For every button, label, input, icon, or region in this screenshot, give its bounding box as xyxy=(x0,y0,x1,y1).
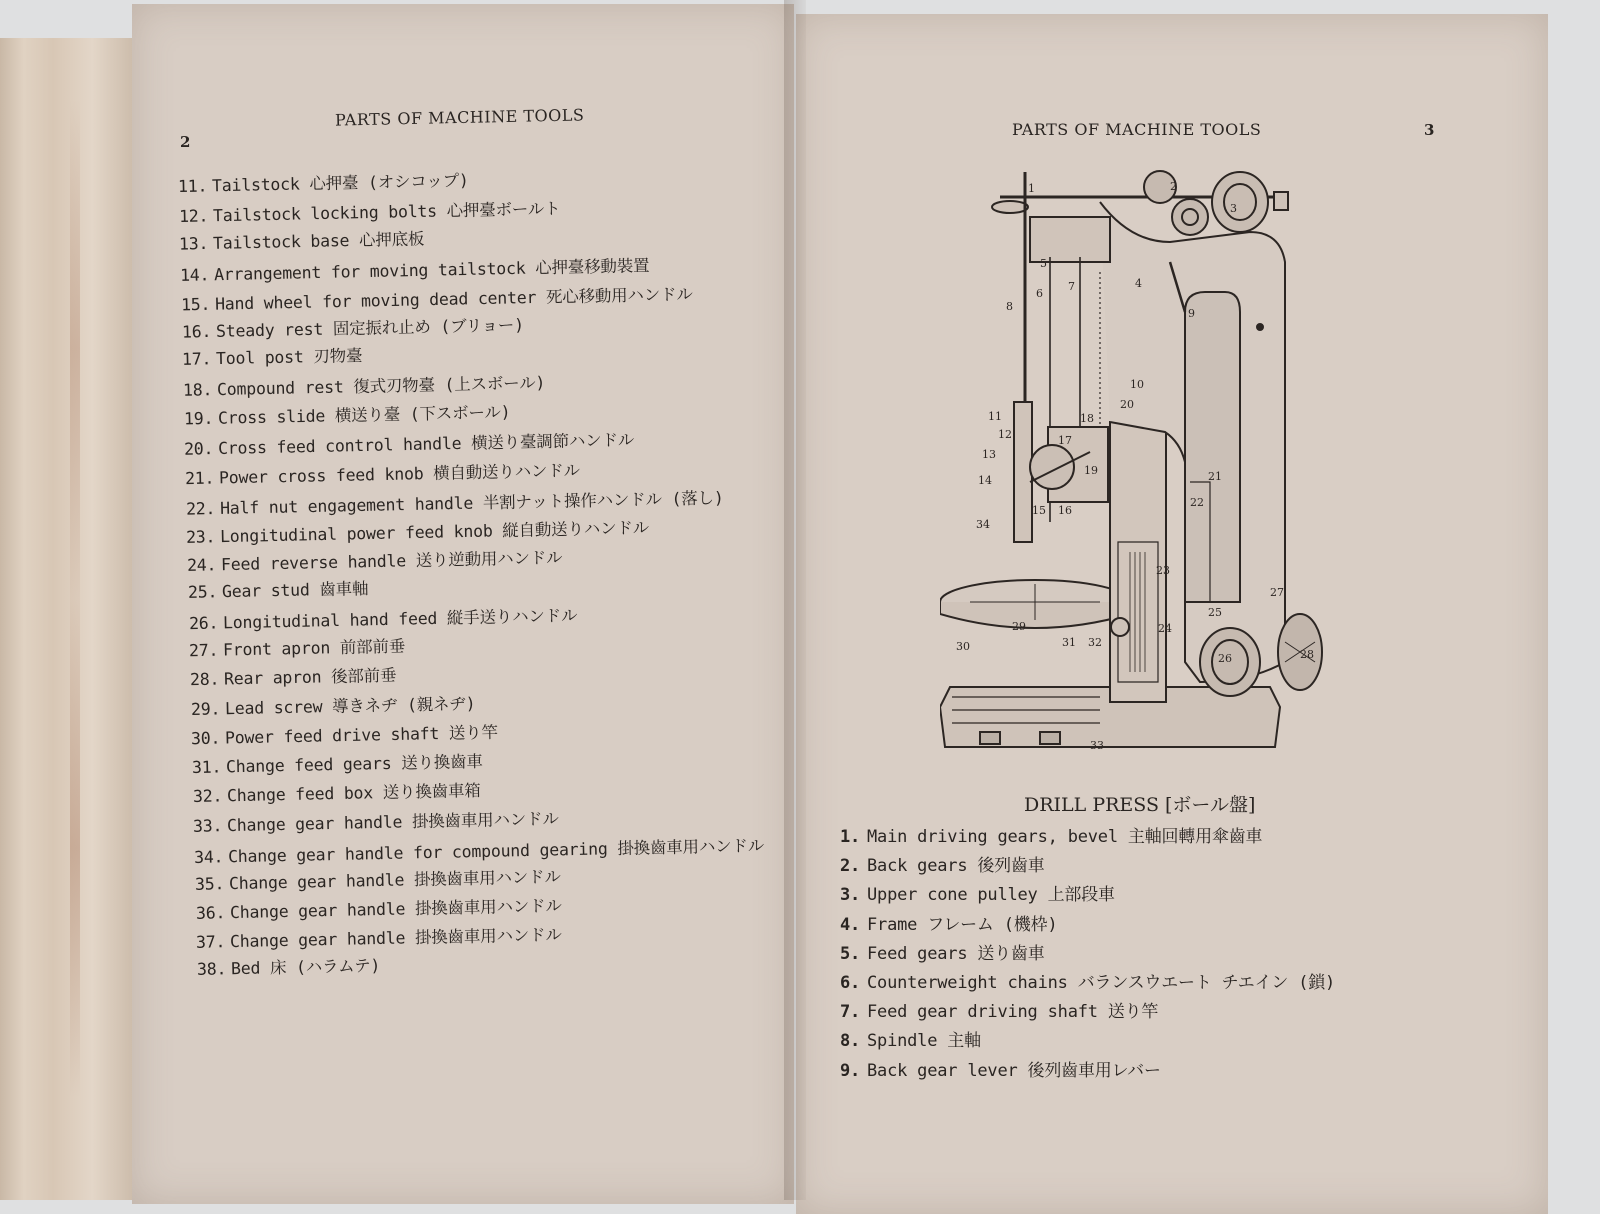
left-page-number: 2 xyxy=(180,133,191,151)
item-text: Bed 床 (ハラムテ) xyxy=(230,956,381,979)
callout-label: 24 xyxy=(1158,622,1172,635)
callout-label: 14 xyxy=(978,474,992,487)
item-text: Change feed gears 送り換齒車 xyxy=(225,751,483,777)
item-number: 9. xyxy=(840,1060,861,1081)
item-text: Hand wheel for moving dead center 死心移動用ハンドル xyxy=(214,284,693,314)
item-number: 37. xyxy=(196,932,226,953)
callout-label: 27 xyxy=(1270,586,1284,599)
callout-label: 19 xyxy=(1084,464,1098,477)
item-number: 29. xyxy=(190,699,221,719)
callout-label: 25 xyxy=(1208,606,1222,619)
list-item xyxy=(840,910,1057,935)
item-text: Spindle 主軸 xyxy=(867,1031,981,1052)
item-number: 30. xyxy=(191,728,221,749)
item-text: Arrangement for moving tailstock 心押臺移動裝置 xyxy=(213,256,650,285)
callout-label: 21 xyxy=(1208,470,1222,483)
item-number: 13. xyxy=(179,234,209,254)
callout-label: 11 xyxy=(988,410,1002,423)
list-item xyxy=(840,851,1045,876)
list-item xyxy=(190,662,397,690)
item-number: 28. xyxy=(189,669,220,690)
list-item xyxy=(189,633,405,662)
callout-label: 34 xyxy=(976,518,990,531)
list-item xyxy=(840,997,1158,1022)
drill-press-illustration xyxy=(940,162,1350,762)
item-text: Counterweight chains バランスウエート チエイン (鎖) xyxy=(867,973,1336,993)
item-text: Feed gear driving shaft 送り竿 xyxy=(867,1002,1159,1023)
item-text: Power cross feed knob 横自動送りハンドル xyxy=(218,460,581,487)
callout-label: 26 xyxy=(1218,652,1232,665)
item-number: 3. xyxy=(840,885,861,906)
callout-label: 28 xyxy=(1300,648,1314,661)
callout-label: 7 xyxy=(1068,280,1075,293)
list-item xyxy=(840,939,1045,964)
callout-label: 4 xyxy=(1135,277,1142,290)
item-text: Cross feed control handle 横送り臺調節ハンドル xyxy=(218,430,635,459)
item-number: 33. xyxy=(193,816,223,836)
item-number: 25. xyxy=(187,581,218,602)
item-text: Steady rest 固定振れ止め (ブリョー) xyxy=(215,315,524,342)
item-number: 38. xyxy=(196,959,227,980)
list-item xyxy=(840,880,1115,905)
item-number: 31. xyxy=(191,757,222,778)
list-item xyxy=(182,342,363,370)
item-text: Change gear handle for compound gearing 掛換齒車用ハンドル xyxy=(227,836,765,867)
item-text: Feed gears 送り齒車 xyxy=(867,943,1045,964)
callout-label: 8 xyxy=(1006,300,1013,313)
callout-label: 18 xyxy=(1080,412,1094,425)
callout-label: 3 xyxy=(1230,202,1237,215)
item-number: 8. xyxy=(840,1031,861,1052)
item-number: 1. xyxy=(840,827,861,847)
item-number: 6. xyxy=(840,973,861,993)
item-text: Back gears 後列齒車 xyxy=(867,856,1045,877)
item-text: Half nut engagement handle 半割ナット操作ハンドル (落し) xyxy=(219,487,724,518)
item-text: Change gear handle 掛換齒車用ハンドル xyxy=(230,925,563,952)
callout-label: 16 xyxy=(1058,504,1072,517)
item-number: 5. xyxy=(840,943,861,964)
item-text: Tool post 刃物臺 xyxy=(216,346,363,369)
item-number: 21. xyxy=(184,468,215,488)
item-text: Change feed box 送り換齒車箱 xyxy=(226,781,481,806)
item-number: 34. xyxy=(193,847,224,868)
item-text: Change gear handle 掛換齒車用ハンドル xyxy=(228,867,561,894)
callout-label: 10 xyxy=(1130,378,1144,391)
item-text: Longitudinal power feed knob 縦自動送りハンドル xyxy=(220,517,650,546)
item-number: 2. xyxy=(840,856,861,877)
item-number: 12. xyxy=(178,206,209,227)
book-gutter xyxy=(784,0,806,1200)
callout-label: 15 xyxy=(1032,504,1046,517)
item-number: 16. xyxy=(181,322,211,342)
list-item xyxy=(840,1056,1161,1081)
item-text: Change gear handle 掛換齒車用ハンドル xyxy=(227,809,560,836)
callout-label: 22 xyxy=(1190,496,1204,509)
item-text: Cross slide 横送り臺 (下スボール) xyxy=(217,402,511,429)
item-number: 26. xyxy=(188,613,218,633)
item-text: Front apron 前部前垂 xyxy=(223,636,406,660)
callout-label: 6 xyxy=(1036,287,1043,300)
callout-label: 13 xyxy=(982,448,996,461)
item-number: 19. xyxy=(183,409,214,429)
item-number: 23. xyxy=(186,526,216,547)
item-number: 20. xyxy=(184,439,214,460)
callout-label: 31 xyxy=(1062,636,1076,649)
item-number: 36. xyxy=(195,903,225,924)
item-text: Main driving gears, bevel 主軸回轉用傘齒車 xyxy=(867,827,1263,847)
callout-label: 20 xyxy=(1120,398,1134,411)
item-number: 7. xyxy=(840,1002,861,1023)
callout-label: 29 xyxy=(1012,620,1026,633)
item-number: 32. xyxy=(192,786,223,807)
item-text: Longitudinal hand feed 縦手送りハンドル xyxy=(222,605,577,633)
item-text: Tailstock 心押臺 (オシコップ) xyxy=(211,170,469,196)
item-text: Feed reverse handle 送り逆動用ハンドル xyxy=(220,547,563,574)
item-text: Rear apron 後部前垂 xyxy=(223,665,397,689)
right-running-head: PARTS OF MACHINE TOOLS xyxy=(1012,120,1262,139)
callout-label: 12 xyxy=(998,428,1012,441)
item-text: Power feed drive shaft 送り竿 xyxy=(225,722,499,748)
right-page-number: 3 xyxy=(1424,121,1435,139)
item-text: Gear stud 齒車軸 xyxy=(221,578,369,601)
callout-label: 32 xyxy=(1088,636,1102,649)
item-number: 27. xyxy=(189,640,219,661)
item-number: 24. xyxy=(186,554,217,575)
left-running-head: PARTS OF MACHINE TOOLS xyxy=(334,105,585,130)
item-number: 17. xyxy=(182,349,212,370)
list-item xyxy=(840,968,1335,993)
callout-label: 30 xyxy=(956,640,970,653)
item-number: 14. xyxy=(179,265,210,286)
item-text: Compound rest 復式刃物臺 (上スボール) xyxy=(216,373,546,400)
list-item xyxy=(188,575,369,603)
item-number: 18. xyxy=(182,380,213,401)
callout-label: 9 xyxy=(1188,307,1195,320)
item-number: 11. xyxy=(177,176,208,197)
item-text: Upper cone pulley 上部段車 xyxy=(867,885,1115,906)
item-text: Tailstock locking bolts 心押臺ボールト xyxy=(212,199,561,226)
callout-label: 5 xyxy=(1040,257,1047,270)
item-number: 35. xyxy=(194,874,225,895)
list-item xyxy=(197,952,381,980)
item-number: 4. xyxy=(840,914,861,935)
list-item xyxy=(840,822,1262,847)
list-item xyxy=(840,1026,981,1051)
item-text: Back gear lever 後列齒車用レバー xyxy=(867,1060,1161,1081)
callout-label: 33 xyxy=(1090,739,1104,752)
callout-label: 2 xyxy=(1170,180,1177,193)
item-text: Change gear handle 掛換齒車用ハンドル xyxy=(229,896,562,923)
callout-label: 17 xyxy=(1058,434,1072,447)
callout-label: 1 xyxy=(1028,182,1035,195)
book-spine-edge xyxy=(0,38,132,1200)
item-text: Frame フレーム (機枠) xyxy=(867,914,1058,935)
item-text: Tailstock base 心押底板 xyxy=(213,229,425,253)
item-text: Lead screw 導きネヂ (親ネヂ) xyxy=(224,693,476,719)
item-number: 22. xyxy=(185,498,216,519)
figure-caption: DRILL PRESS [ボール盤] xyxy=(1024,794,1256,816)
spine-stain xyxy=(70,98,80,1098)
item-number: 15. xyxy=(180,294,211,315)
callout-label: 23 xyxy=(1156,564,1170,577)
